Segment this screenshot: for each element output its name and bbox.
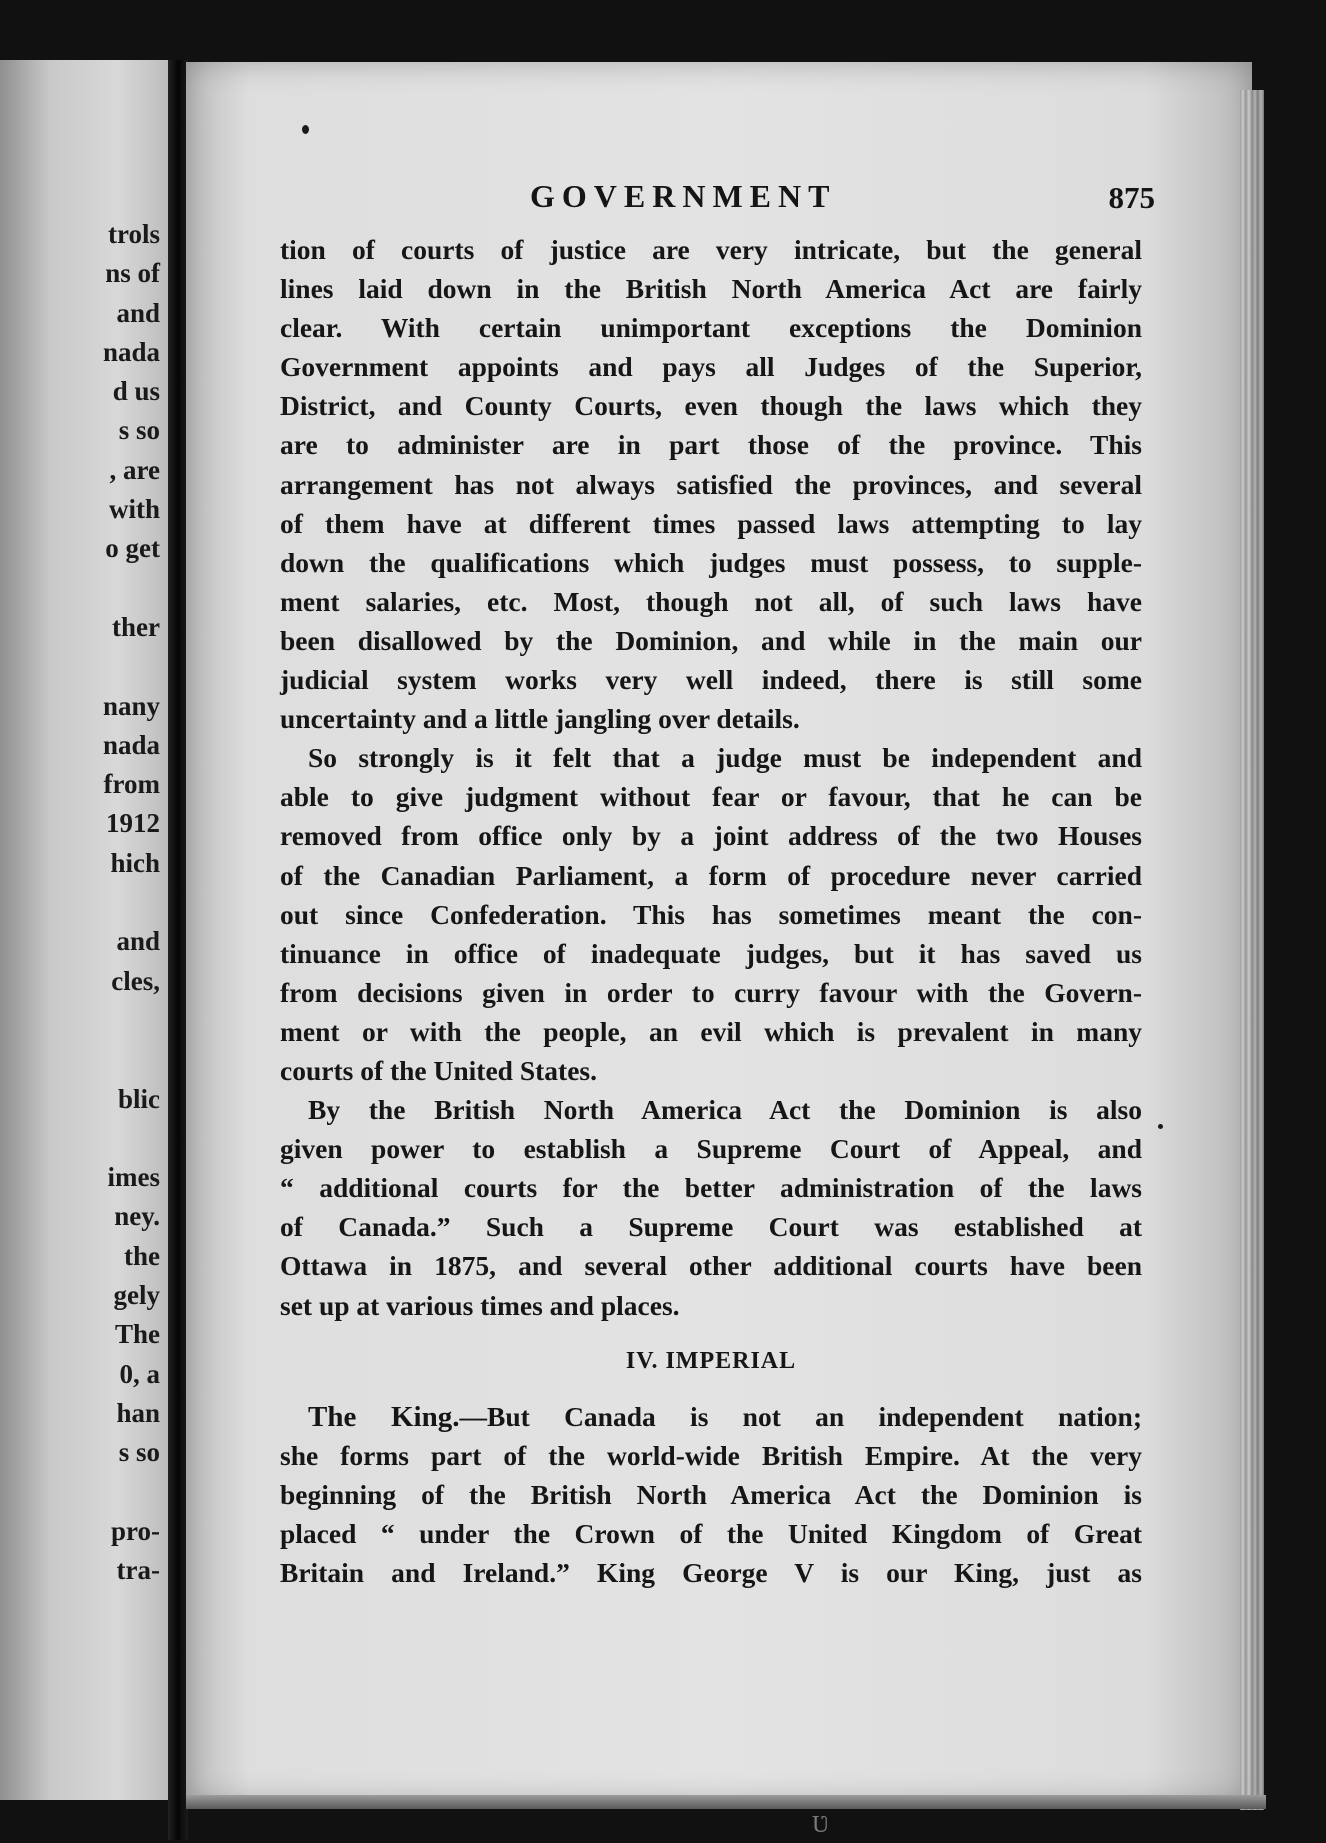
- text-line: judicial system works very well indeed, there is still some: [280, 664, 1142, 696]
- left-page-fragment: ns of: [105, 258, 160, 289]
- lead-in-rest: —But Canada is not an independent nation;: [459, 1400, 1142, 1432]
- page-number: 875: [1108, 180, 1155, 215]
- left-page-fragment: tra-: [116, 1555, 160, 1586]
- left-page-fragment: [103, 883, 160, 922]
- text-line: [280, 1397, 1142, 1436]
- text-line: set up at various times and places.: [280, 1289, 680, 1321]
- left-page-fragment: [103, 1040, 160, 1079]
- book-gutter: [168, 60, 188, 1840]
- left-page-fragment: ther: [112, 611, 160, 642]
- left-page-fragment: the: [124, 1240, 160, 1271]
- ink-speck: [1158, 1124, 1163, 1129]
- left-page-fragment: ney.: [114, 1201, 160, 1232]
- text-line: of them have at different times passed laws attempting to lay: [280, 507, 1142, 539]
- text-line: she forms part of the world-wide British Empire. At the very: [280, 1439, 1142, 1471]
- lead-in: The King.: [308, 1400, 460, 1433]
- text-line: of Canada.” Such a Supreme Court was established at: [280, 1211, 1142, 1243]
- paragraph-3: [280, 1090, 1142, 1325]
- text-line: courts of the United States.: [280, 1054, 597, 1086]
- paragraph-2: [280, 738, 1142, 1090]
- ink-speck: [302, 125, 309, 134]
- text-line: uncertainty and a little jangling over details.: [280, 703, 800, 735]
- left-page-fragment: and: [116, 926, 160, 957]
- text-line: ment salaries, etc. Most, though not all, of such laws have: [280, 585, 1142, 617]
- left-page-fragment: [103, 1473, 160, 1512]
- left-page-fragment: [103, 569, 160, 608]
- left-page-fragment: han: [116, 1397, 160, 1428]
- left-page-fragment: blic: [117, 1083, 160, 1114]
- left-page-fragment: , are: [109, 454, 160, 485]
- left-page-fragment: o get: [105, 533, 160, 564]
- text-line: Britain and Ireland.” King George V is our King, just as: [280, 1557, 1142, 1588]
- left-page-fragment: pro-: [110, 1515, 160, 1546]
- paragraph-4-lines: [280, 1436, 1142, 1592]
- text-line: of the Canadian Parliament, a form of procedure never carried: [280, 859, 1142, 891]
- left-page-fragment: trols: [108, 219, 160, 249]
- left-page-fragment: hich: [110, 847, 160, 878]
- left-page-fragment: [103, 1119, 160, 1158]
- text-line: arrangement has not always satisfied the provinces, and several: [280, 468, 1142, 500]
- footer-mark: Ʋ: [812, 1812, 830, 1838]
- left-page-fragment: s so: [118, 1437, 160, 1468]
- left-page-fragment: The: [114, 1319, 160, 1350]
- left-facing-page: [0, 60, 168, 1800]
- left-page-fragment: gely: [113, 1280, 160, 1311]
- text-line: removed from office only by a joint address of the two Houses: [280, 820, 1142, 852]
- text-line: from decisions given in order to curry favour with the Govern-: [280, 976, 1142, 1008]
- text-line: beginning of the British North America Act the Dominion is: [280, 1478, 1142, 1510]
- text-line: out since Confederation. This has sometimes meant the con-: [280, 898, 1142, 930]
- left-page-fragment: cles,: [111, 965, 160, 996]
- text-line: are to administer are in part those of the province. This: [280, 429, 1142, 461]
- left-page-fragment: [103, 1001, 160, 1040]
- text-line: been disallowed by the Dominion, and while in the main our: [280, 624, 1142, 656]
- text-line: ment or with the people, an evil which is prevalent in many: [280, 1015, 1142, 1047]
- running-head-title: GOVERNMENT: [530, 178, 837, 214]
- left-page-fragment: d us: [112, 376, 160, 407]
- left-page-text-fragments: [103, 215, 160, 1590]
- text-line: placed “ under the Crown of the United Kingdom of Great: [280, 1517, 1142, 1549]
- text-line: down the qualifications which judges must possess, to supple-: [280, 546, 1142, 578]
- text-line: able to give judgment without fear or favour, that he can be: [280, 781, 1142, 813]
- text-line: Ottawa in 1875, and several other additional courts have been: [280, 1250, 1142, 1282]
- left-page-fragment: nada: [102, 336, 160, 367]
- left-page-fragment: imes: [107, 1162, 160, 1193]
- text-line: So strongly is it felt that a judge must be independent and: [308, 742, 1142, 774]
- text-line: given power to establish a Supreme Court of Appeal, and: [280, 1133, 1142, 1165]
- paragraph-1: [280, 230, 1142, 738]
- text-line: tinuance in office of inadequate judges, but it has saved us: [280, 937, 1142, 969]
- text-line: clear. With certain unimportant exceptions the Dominion: [280, 312, 1142, 344]
- text-line: Government appoints and pays all Judges of the Superior,: [280, 351, 1142, 383]
- text-line: District, and County Courts, even though the laws which they: [280, 390, 1142, 422]
- paragraph-4: [280, 1397, 1142, 1592]
- left-page-fragment: nany: [102, 690, 160, 721]
- left-page-fragment: with: [108, 494, 160, 525]
- left-page-fragment: 0, a: [119, 1358, 160, 1389]
- left-page-fragment: nada: [102, 729, 160, 760]
- page-edge: [1240, 90, 1264, 1810]
- left-page-fragment: [103, 647, 160, 686]
- text-line: lines laid down in the British North America Act are fairly: [280, 273, 1142, 305]
- running-head: [280, 178, 1155, 218]
- text-line: “ additional courts for the better administration of the laws: [280, 1172, 1142, 1204]
- left-page-fragment: and: [116, 297, 160, 328]
- section-heading: IV. IMPERIAL: [625, 1347, 797, 1374]
- left-page-fragment: from: [103, 769, 160, 800]
- left-page-fragment: 1912: [106, 808, 160, 839]
- left-page-fragment: s so: [118, 415, 160, 446]
- text-line: By the British North America Act the Dominion is also: [308, 1094, 1142, 1126]
- page-bottom-edge: [186, 1795, 1266, 1809]
- page-body: [280, 230, 1142, 1592]
- text-line: tion of courts of justice are very intricate, but the general: [280, 234, 1142, 265]
